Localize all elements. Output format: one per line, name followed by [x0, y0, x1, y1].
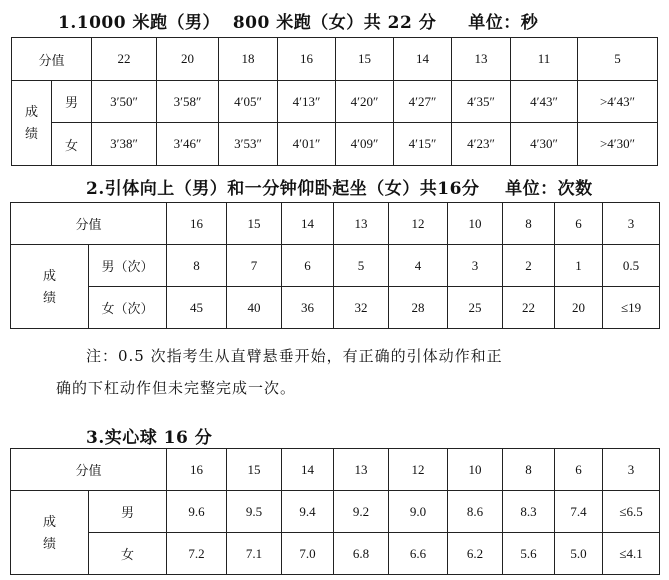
value-cell: 9.0 [389, 491, 448, 533]
value-cell: 9.6 [167, 491, 227, 533]
value-cell: 8 [167, 245, 227, 287]
value-cell: 28 [389, 287, 448, 329]
score-cell: 18 [219, 38, 278, 81]
grade-label: 成 绩 [11, 245, 89, 329]
score-cell: 11 [511, 38, 578, 81]
value-cell: 4′27″ [394, 81, 452, 123]
female-label: 女 [52, 123, 92, 166]
value-cell: 9.2 [334, 491, 389, 533]
value-cell: 1 [555, 245, 603, 287]
table-row [11, 491, 660, 533]
value-cell: 6.2 [448, 533, 503, 575]
score-cell: 6 [555, 203, 603, 245]
value-cell: 4′09″ [336, 123, 394, 166]
section1-title: 1.1000 米跑（男） 800 米跑（女）共 22 分 单位：秒 [58, 13, 539, 33]
section2-title: 2.引体向上（男）和一分钟仰卧起坐（女）共16分 单位：次数 [86, 179, 593, 199]
table-row [11, 287, 660, 329]
table-pullup-situp [10, 202, 660, 329]
score-cell: 14 [282, 449, 334, 491]
note-line-1: 注：0.5 次指考生从直臂悬垂开始，有正确的引体动作和正 [86, 347, 503, 365]
value-cell: 3′53″ [219, 123, 278, 166]
value-cell: 5.0 [555, 533, 603, 575]
value-cell: 20 [555, 287, 603, 329]
value-cell: 4′13″ [278, 81, 336, 123]
score-cell: 15 [227, 449, 282, 491]
value-cell: 2 [503, 245, 555, 287]
value-cell: 6.8 [334, 533, 389, 575]
value-cell: 4′35″ [452, 81, 511, 123]
value-cell: 36 [282, 287, 334, 329]
score-cell: 3 [603, 449, 660, 491]
value-cell: 22 [503, 287, 555, 329]
value-cell: 5 [334, 245, 389, 287]
value-cell: 6 [282, 245, 334, 287]
value-cell: 4′20″ [336, 81, 394, 123]
value-cell: 4′15″ [394, 123, 452, 166]
table-medicine-ball [10, 448, 660, 575]
value-cell: 7.0 [282, 533, 334, 575]
score-cell: 13 [452, 38, 511, 81]
section3-title: 3.实心球 16 分 [86, 428, 213, 448]
value-cell: 7.4 [555, 491, 603, 533]
score-cell: 14 [394, 38, 452, 81]
score-cell: 8 [503, 203, 555, 245]
value-cell: 3 [448, 245, 503, 287]
score-header: 分值 [11, 203, 167, 245]
value-cell: ≤19 [603, 287, 660, 329]
score-cell: 16 [167, 449, 227, 491]
score-header: 分值 [12, 38, 92, 81]
value-cell: 40 [227, 287, 282, 329]
table-row [11, 245, 660, 287]
value-cell: 8.6 [448, 491, 503, 533]
value-cell: ≤6.5 [603, 491, 660, 533]
value-cell: 4′23″ [452, 123, 511, 166]
score-cell: 10 [448, 449, 503, 491]
value-cell: 25 [448, 287, 503, 329]
value-cell: 32 [334, 287, 389, 329]
value-cell: ≤4.1 [603, 533, 660, 575]
value-cell: 7.2 [167, 533, 227, 575]
grade-label: 成 绩 [12, 81, 52, 166]
score-cell: 22 [92, 38, 157, 81]
value-cell: 7 [227, 245, 282, 287]
value-cell: 3′58″ [157, 81, 219, 123]
table-1000m-800m [11, 37, 658, 166]
score-cell: 6 [555, 449, 603, 491]
score-cell: 15 [336, 38, 394, 81]
value-cell: 9.5 [227, 491, 282, 533]
value-cell: >4′30″ [578, 123, 658, 166]
score-cell: 14 [282, 203, 334, 245]
score-cell: 12 [389, 203, 448, 245]
score-cell: 5 [578, 38, 658, 81]
male-label: 男 [89, 491, 167, 533]
score-cell: 3 [603, 203, 660, 245]
value-cell: 8.3 [503, 491, 555, 533]
value-cell: 4′30″ [511, 123, 578, 166]
grade-label: 成 绩 [11, 491, 89, 575]
value-cell: 7.1 [227, 533, 282, 575]
score-cell: 12 [389, 449, 448, 491]
table-row [11, 203, 660, 245]
score-cell: 16 [278, 38, 336, 81]
value-cell: 4′43″ [511, 81, 578, 123]
value-cell: 5.6 [503, 533, 555, 575]
female-label: 女 [89, 533, 167, 575]
value-cell: 3′50″ [92, 81, 157, 123]
score-cell: 15 [227, 203, 282, 245]
table-row [11, 533, 660, 575]
score-cell: 13 [334, 203, 389, 245]
table-row [12, 123, 658, 166]
value-cell: >4′43″ [578, 81, 658, 123]
value-cell: 0.5 [603, 245, 660, 287]
score-cell: 20 [157, 38, 219, 81]
female-label: 女（次） [89, 287, 167, 329]
score-header: 分值 [11, 449, 167, 491]
male-label: 男 [52, 81, 92, 123]
note-line-2: 确的下杠动作但未完整完成一次。 [56, 379, 297, 397]
table-row [11, 449, 660, 491]
value-cell: 6.6 [389, 533, 448, 575]
table-row [12, 81, 658, 123]
score-cell: 10 [448, 203, 503, 245]
value-cell: 3′38″ [92, 123, 157, 166]
value-cell: 4 [389, 245, 448, 287]
table-row [12, 38, 658, 81]
score-cell: 16 [167, 203, 227, 245]
male-label: 男（次） [89, 245, 167, 287]
value-cell: 3′46″ [157, 123, 219, 166]
score-cell: 8 [503, 449, 555, 491]
value-cell: 4′05″ [219, 81, 278, 123]
score-cell: 13 [334, 449, 389, 491]
value-cell: 9.4 [282, 491, 334, 533]
value-cell: 45 [167, 287, 227, 329]
value-cell: 4′01″ [278, 123, 336, 166]
